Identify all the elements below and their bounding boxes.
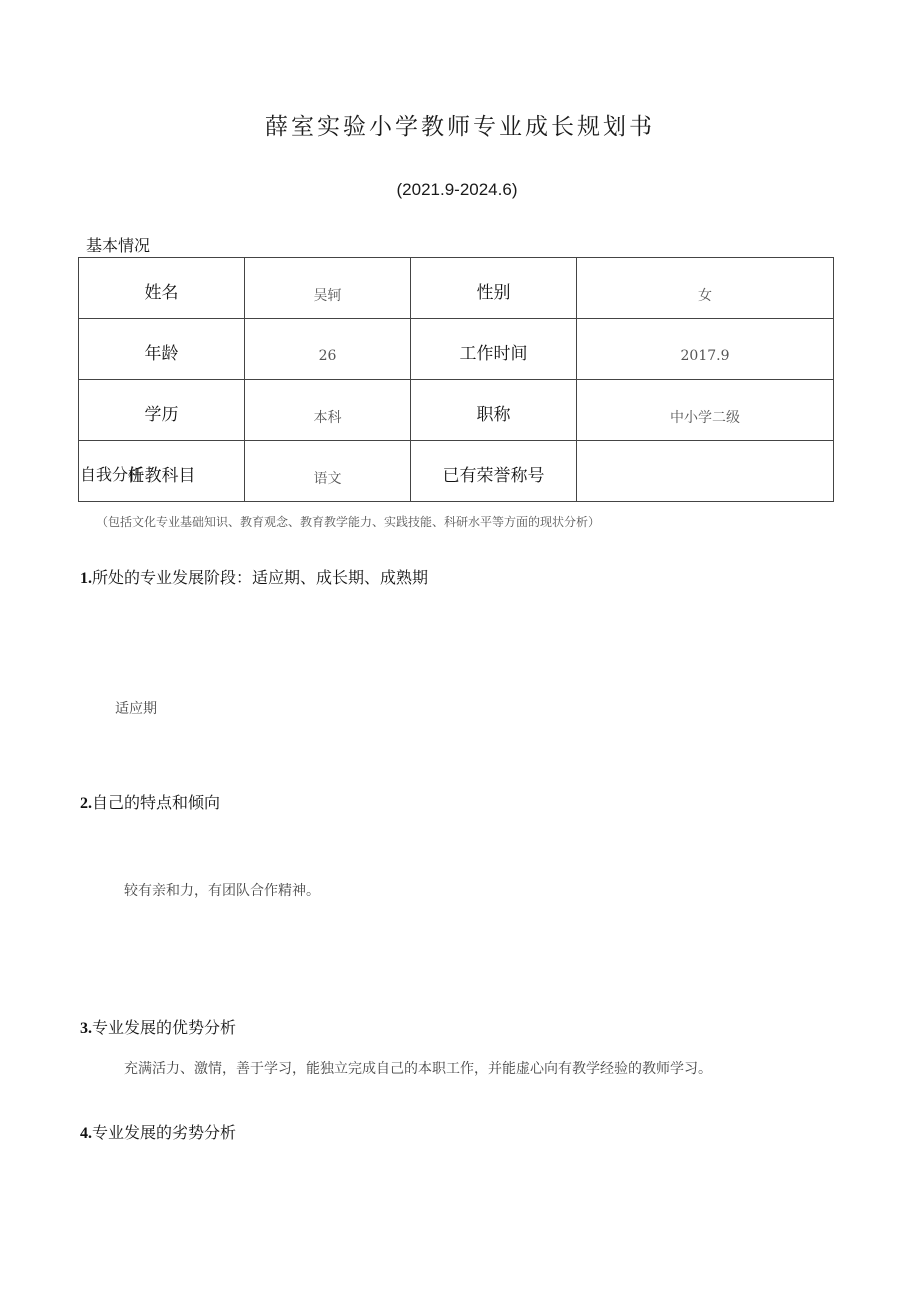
section-3-answer: 充满活力、激情，善于学习，能独立完成自己的本职工作，并能虚心向有教学经验的教师学习。 xyxy=(124,1061,712,1077)
name-label: 姓名 xyxy=(79,258,245,319)
section-number: 3. xyxy=(80,1020,92,1037)
self-analysis-heading: 自我分析 xyxy=(80,465,145,484)
table-row xyxy=(79,441,834,502)
section-number: 2. xyxy=(80,795,92,812)
section-title: 专业发展的劣势分析 xyxy=(92,1123,237,1142)
section-3-heading xyxy=(80,1015,236,1038)
section-number: 1. xyxy=(80,570,92,587)
subject-label: 任教科目 xyxy=(79,441,245,502)
section-1-heading xyxy=(80,565,428,588)
age-value: 26 xyxy=(245,319,411,380)
education-label: 学历 xyxy=(79,380,245,441)
honors-label: 已有荣誉称号 xyxy=(411,441,577,502)
section-2-heading xyxy=(80,790,220,813)
section-title: 自己的特点和倾向 xyxy=(92,793,221,812)
document-title: 薛室实验小学教师专业成长规划书 xyxy=(265,114,655,140)
education-value: 本科 xyxy=(245,380,411,441)
work-start-value: 2017.9 xyxy=(577,319,834,380)
gender-label: 性别 xyxy=(411,258,577,319)
gender-value: 女 xyxy=(577,258,834,319)
age-label: 年龄 xyxy=(79,319,245,380)
section-number: 4. xyxy=(80,1125,92,1142)
section-4-heading xyxy=(80,1120,236,1143)
section-2-answer: 较有亲和力，有团队合作精神。 xyxy=(124,883,320,899)
title-rank-value: 中小学二级 xyxy=(577,380,834,441)
basic-info-heading: 基本情况 xyxy=(86,236,151,255)
table-row xyxy=(79,380,834,441)
table-row xyxy=(79,258,834,319)
table-row xyxy=(79,319,834,380)
document-period: (2021.9-2024.6) xyxy=(396,180,518,199)
honors-value xyxy=(577,441,834,502)
name-value: 吴轲 xyxy=(245,258,411,319)
section-title: 所处的专业发展阶段：适应期、成长期、成熟期 xyxy=(92,568,429,587)
title-rank-label: 职称 xyxy=(411,380,577,441)
section-title: 专业发展的优势分析 xyxy=(92,1018,237,1037)
self-analysis-note: （包括文化专业基础知识、教育观念、教育教学能力、实践技能、科研水平等方面的现状分析） xyxy=(96,515,601,529)
subject-value: 语文 xyxy=(245,441,411,502)
section-1-answer: 适应期 xyxy=(115,701,157,717)
basic-info-table xyxy=(78,257,834,502)
work-start-label: 工作时间 xyxy=(411,319,577,380)
